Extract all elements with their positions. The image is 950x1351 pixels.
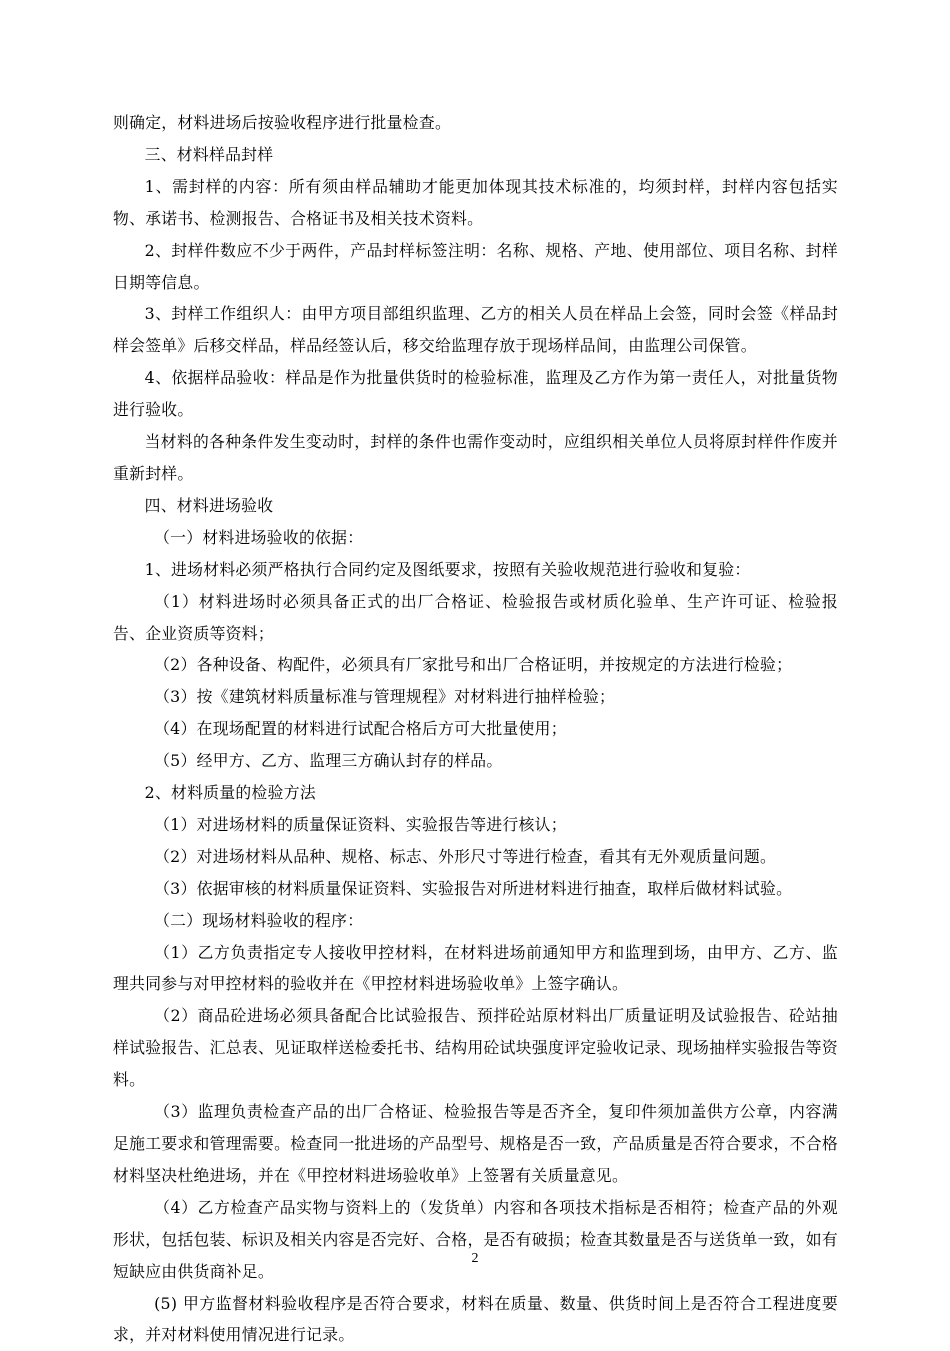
paragraph-seal-content: 1、需封样的内容：所有须由样品辅助才能更加体现其技术标准的，均须封样，封样内容包括实物、承诺书、检测报告、合格证书及相关技术资料。 [113, 176, 838, 228]
paragraph-continuation: 则确定，材料进场后按验收程序进行批量检查。 [113, 113, 452, 132]
subsection-heading-basis: （一）材料进场验收的依据： [154, 527, 364, 547]
list-item-method-3: （3）依据审核的材料质量保证资料、实验报告对所进材料进行抽查，取样后做材料试验。 [154, 878, 793, 898]
paragraph-inspection-method: 2、材料质量的检验方法 [144, 783, 316, 803]
list-item-procedure-5: (5) 甲方监督材料验收程序是否符合要求，材料在质量、数量、供货时间上是否符合工程进度要求，并对材料使用情况进行记录。 [113, 1293, 838, 1345]
paragraph-seal-organizer: 3、封样工作组织人：由甲方项目部组织监理、乙方的相关人员在样品上会签，同时会签《样品封样会签单》后移交样品，样品经签认后，移交给监理存放于现场样品间，由监理公司保管。 [113, 304, 838, 356]
list-item-basis-4: （4）在现场配置的材料进行试配合格后方可大批量使用； [154, 719, 567, 739]
paragraph-sample-acceptance: 4、依据样品验收：样品是作为批量供货时的检验标准，监理及乙方作为第一责任人，对批量货物进行验收。 [113, 368, 838, 420]
paragraph-basis-1: 1、进场材料必须严格执行合同约定及图纸要求，按照有关验收规范进行验收和复验： [144, 559, 751, 579]
list-item-basis-5: （5）经甲方、乙方、监理三方确认封存的样品。 [154, 751, 503, 771]
paragraph-reseal: 当材料的各种条件发生变动时，封样的条件也需作变动时，应组织相关单位人员将原封样件作废并重新封样。 [113, 432, 838, 483]
list-item-procedure-3: （3）监理负责检查产品的出厂合格证、检验报告等是否齐全，复印件须加盖供方公章，内容满足施工要求和管理需要。检查同一批进场的产品型号、规格是否一致，产品质量是否符合要求，不合格材料坚决杜绝进场，并在《甲控材料进场验收单》上签署有关质量意见。 [113, 1102, 838, 1185]
list-item-method-1: （1）对进场材料的质量保证资料、实验报告等进行核认； [154, 814, 567, 834]
list-item-basis-2: （2）各种设备、构配件，必须具有厂家批号和出厂合格证明，并按规定的方法进行检验； [154, 655, 793, 675]
page-number: 2 [471, 1251, 479, 1266]
list-item-procedure-1: （1）乙方负责指定专人接收甲控材料，在材料进场前通知甲方和监理到场，由甲方、乙方、监理共同参与对甲控材料的验收并在《甲控材料进场验收单》上签字确认。 [113, 942, 838, 994]
section-heading-sample-sealing: 三、材料样品封样 [144, 144, 274, 164]
subsection-heading-procedure: （二）现场材料验收的程序： [154, 910, 364, 930]
list-item-method-2: （2）对进场材料从品种、规格、标志、外形尺寸等进行检查，看其有无外观质量问题。 [154, 846, 777, 866]
list-item-procedure-2: （2）商品砼进场必须具备配合比试验报告、预拌砼站原材料出厂质量证明及试验报告、砼站抽样试验报告、汇总表、见证取样送检委托书、结构用砼试块强度评定验收记录、现场抽样实验报告等资料。 [113, 1006, 838, 1090]
list-item-basis-1: （1）材料进场时必须具备正式的出厂合格证、检验报告或材质化验单、生产许可证、检验报告、企业资质等资料； [113, 591, 838, 643]
list-item-procedure-4: （4）乙方检查产品实物与资料上的（发货单）内容和各项技术指标是否相符；检查产品的外观形状，包括包装、标识及相关内容是否完好、合格，是否有破损；检查其数量是否与送货单一致，如有短缺应由供货商补足。 [113, 1197, 838, 1281]
section-heading-material-acceptance: 四、材料进场验收 [144, 495, 274, 515]
page-body [113, 107, 838, 1351]
paragraph-seal-quantity: 2、封样件数应不少于两件，产品封样标签注明：名称、规格、产地、使用部位、项目名称、封样日期等信息。 [113, 240, 838, 292]
list-item-basis-3: （3）按《建筑材料质量标准与管理规程》对材料进行抽样检验； [154, 687, 616, 707]
